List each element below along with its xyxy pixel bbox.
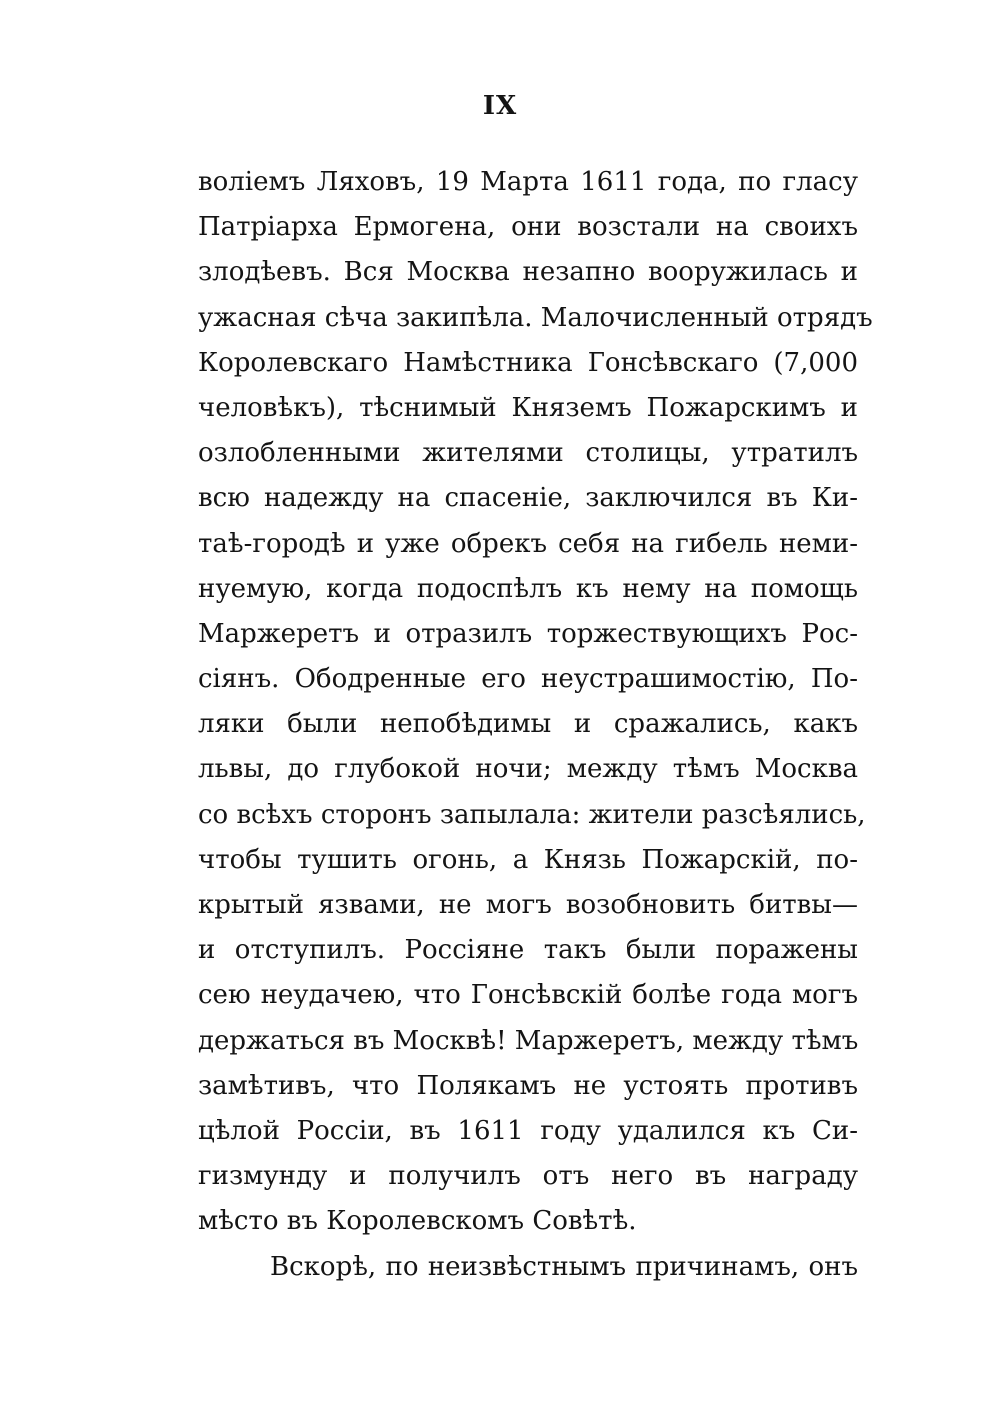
- paragraph-2: [198, 1245, 858, 1290]
- text-line: ляки были непобѣдимы и сражались, какъ: [198, 709, 858, 740]
- text-line: цѣлой Россiи, въ 1611 году удалился къ Си-: [198, 1115, 858, 1146]
- body-text: [198, 160, 873, 1290]
- text-line: ужасная сѣча закипѣла. Малочисленный отрядъ: [198, 302, 873, 333]
- text-line: всю надежду на спасенiе, заключился въ Ки-: [198, 483, 858, 514]
- text-line: крытый язвами, не могъ возобновить битвы—: [198, 890, 858, 920]
- text-line: озлобленными жителями столицы, утратилъ: [198, 438, 858, 469]
- paragraph-1: [198, 160, 873, 1245]
- text-line: и отступилъ. Россiяне такъ были поражены: [198, 935, 858, 966]
- text-line: Патрiарха Ермогена, они возстали на своихъ: [198, 212, 858, 243]
- text-line: Вскорѣ, по неизвѣстнымъ причинамъ, онъ: [270, 1251, 858, 1282]
- text-line: со всѣхъ сторонъ запылала: жители разсѣялись,: [198, 799, 866, 830]
- text-line: таѣ-городѣ и уже обрекъ себя на гибель неми-: [198, 528, 858, 559]
- text-line: нуемую, когда подоспѣлъ къ нему на помощь: [198, 573, 858, 604]
- text-line: львы, до глубокой ночи; между тѣмъ Москва: [198, 754, 858, 785]
- text-line: человѣкъ), тѣснимый Княземъ Пожарскимъ и: [198, 392, 858, 423]
- text-line: замѣтивъ, что Полякамъ не устоять противъ: [198, 1070, 858, 1101]
- text-line: злодѣевъ. Вся Москва незапно вооружилась и: [198, 257, 858, 288]
- text-line: мѣсто въ Королевскомъ Совѣтѣ.: [198, 1206, 637, 1237]
- text-line: гизмунду и получилъ отъ него въ награду: [198, 1161, 858, 1192]
- text-line: волiемъ Ляховъ, 19 Марта 1611 года, по гласу: [198, 167, 858, 197]
- text-line: сiянъ. Ободренные его неустрашимостiю, По-: [198, 664, 858, 695]
- text-line: Маржеретъ и отразилъ торжествующихъ Рос-: [198, 618, 858, 649]
- text-line: чтобы тушить огонь, а Князь Пожарскiй, по-: [198, 844, 858, 875]
- page-number: IX: [482, 91, 518, 121]
- text-line: сею неудачею, что Гонсѣвскiй болѣе года могъ: [198, 980, 858, 1011]
- text-line: Королевскаго Намѣстника Гонсѣвскаго (7,000: [198, 347, 858, 378]
- text-line: держаться въ Москвѣ! Маржеретъ, между тѣмъ: [198, 1025, 859, 1056]
